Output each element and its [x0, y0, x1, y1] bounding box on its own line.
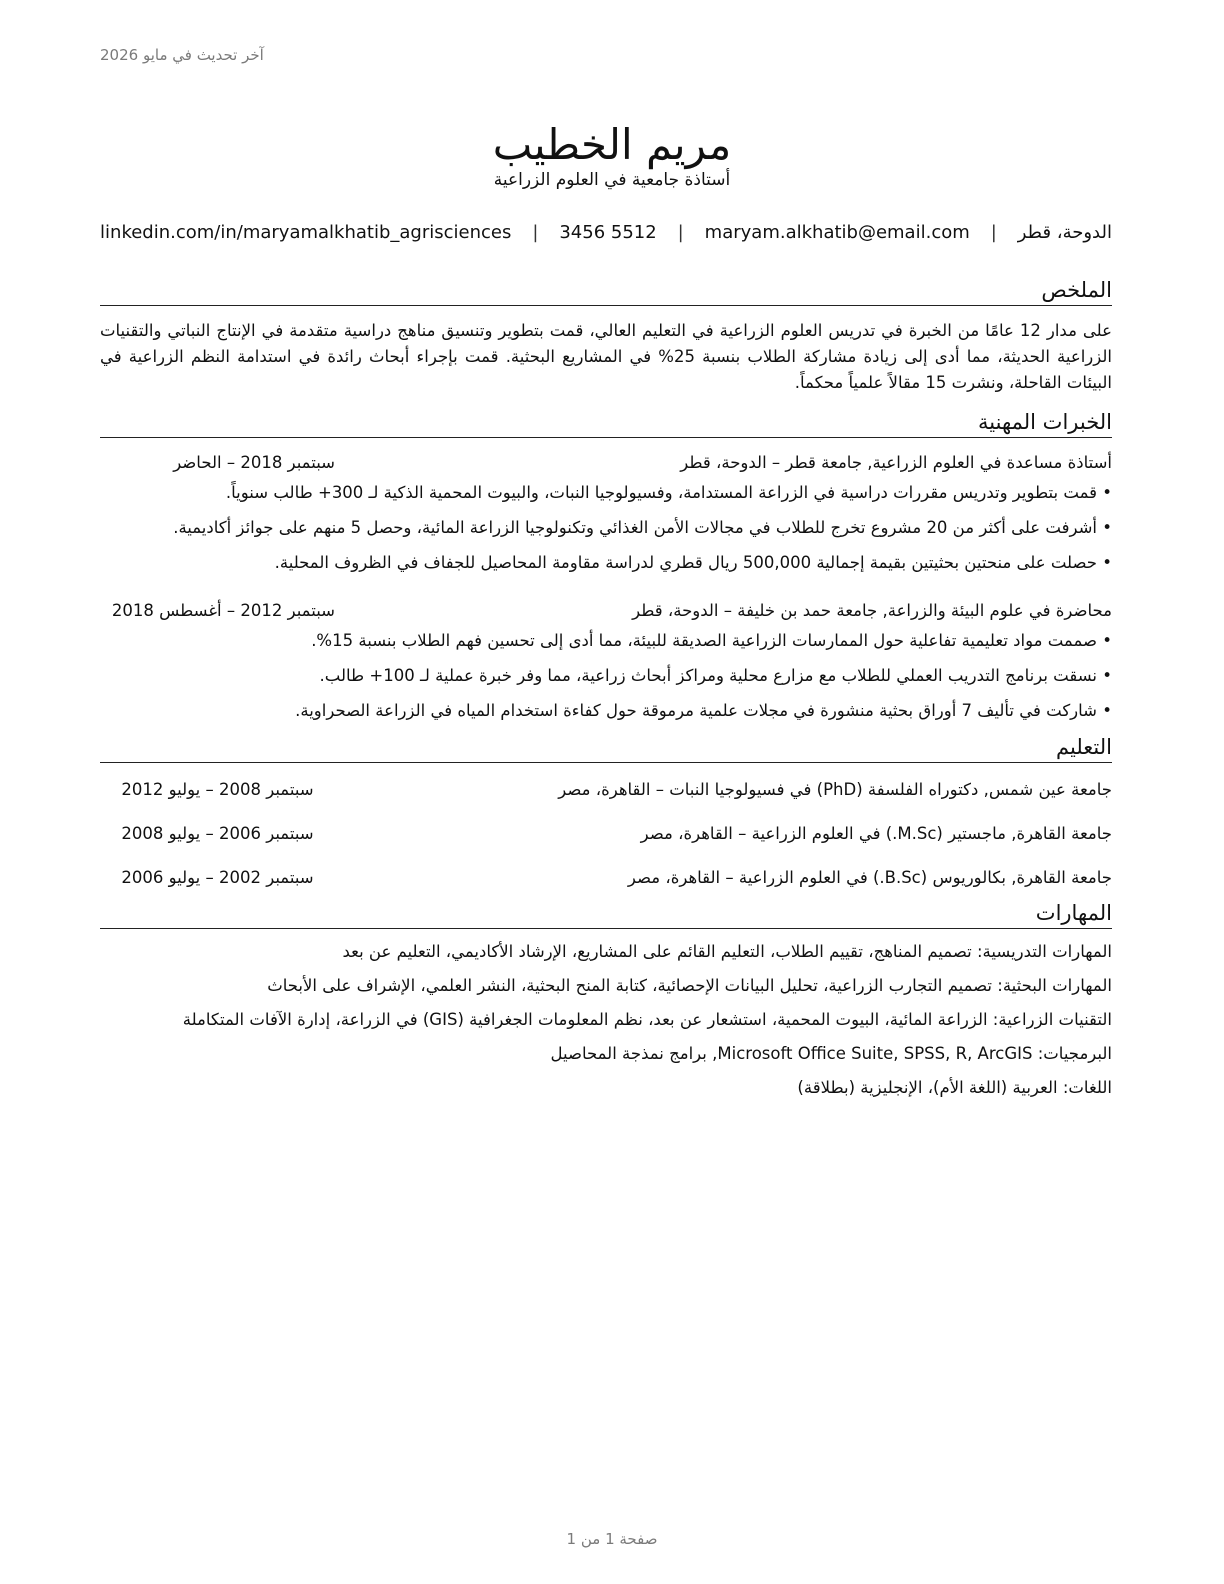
education-degree: جامعة عين شمس, دكتوراه الفلسفة (PhD) في فسيولوجيا النبات – القاهرة، مصر	[558, 780, 1112, 799]
education-degree: جامعة القاهرة, ماجستير (M.Sc.) في العلوم الزراعية – القاهرة، مصر	[640, 824, 1112, 843]
job-date: سبتمبر 2018 – الحاضر	[173, 453, 335, 472]
contact-email[interactable]: maryam.alkhatib@email.com	[704, 222, 970, 243]
job-entry	[100, 598, 1112, 724]
job-title: أستاذة جامعية في العلوم الزراعية	[493, 170, 731, 190]
contact-separator: |	[990, 222, 997, 243]
contact-bar	[100, 222, 1112, 243]
education-date: سبتمبر 2006 – يوليو 2008	[121, 824, 314, 843]
resume-content	[100, 276, 1112, 1109]
skills-line: التقنيات الزراعية: الزراعة المائية، البيوت المحمية، استشعار عن بعد، نظم المعلومات الجغرافية (GIS) في الزراعة، إدارة الآفات المتكاملة	[182, 1010, 1112, 1029]
summary-text: على مدار 12 عامًا من الخبرة في تدريس العلوم الزراعية في التعليم العالي، قمت بتطوير وتنسيق مناهج دراسية متقدمة في الإنتاج النباتي والتقنيات الزراعية الحديثة، مما أدى إلى زيادة مشاركة الطلاب بنسبة 25% في المشاريع البحثية. قمت بإجراء أبحاث رائدة في استدامة النظم الزراعية في البيئات القاحلة، ونشرت 15 مقالاً علمياً محكماً.	[100, 321, 1112, 392]
job-bullet: • حصلت على منحتين بحثيتين بقيمة إجمالية 500,000 ريال قطري لدراسة مقاومة المحاصيل للجفاف في الظروف المحلية.	[100, 550, 1112, 576]
skills-list	[100, 939, 1112, 1101]
skills-line: اللغات: العربية (اللغة الأم)، الإنجليزية (بطلاقة)	[797, 1078, 1112, 1097]
contact-location: الدوحة، قطر	[1017, 222, 1112, 243]
education-entry	[100, 821, 1112, 847]
skills-line: البرمجيات: Microsoft Office Suite, SPSS, R, ArcGIS, برامج نمذجة المحاصيل	[550, 1044, 1112, 1063]
section-title-skills: المهارات	[100, 899, 1112, 929]
job-bullet: • صممت مواد تعليمية تفاعلية حول الممارسات الزراعية الصديقة للبيئة، مما أدى إلى تحسين فهم الطلاب بنسبة 15%.	[100, 628, 1112, 654]
job-bullet: • أشرفت على أكثر من 20 مشروع تخرج للطلاب في مجالات الأمن الغذائي وتكنولوجيا الزراعة المائية، وحصل 5 منهم على جوائز أكاديمية.	[100, 515, 1112, 541]
education-entry	[100, 777, 1112, 803]
job-header	[100, 598, 1112, 624]
contact-linkedin[interactable]: linkedin.com/in/maryamalkhatib_agrisciences	[100, 222, 512, 243]
education-entry	[100, 865, 1112, 891]
job-entry	[100, 450, 1112, 576]
contact-phone: 3456 5512	[559, 222, 657, 243]
section-title-experience: الخبرات المهنية	[100, 408, 1112, 438]
education-date: سبتمبر 2002 – يوليو 2006	[121, 868, 314, 887]
skills-line: المهارات البحثية: تصميم التجارب الزراعية، تحليل البيانات الإحصائية، كتابة المنح البحثية، النشر العلمي، الإشراف على الأبحاث	[267, 976, 1112, 995]
section-title-education: التعليم	[100, 733, 1112, 763]
person-name: مريم الخطيب	[492, 120, 732, 170]
last-updated: آخر تحديث في مايو 2026	[100, 46, 264, 64]
job-bullets	[100, 480, 1112, 576]
education-date: سبتمبر 2008 – يوليو 2012	[121, 780, 314, 799]
job-bullet: • نسقت برنامج التدريب العملي للطلاب مع مزارع محلية ومراكز أبحاث زراعية، مما وفر خبرة عملية لـ 100+ طالب.	[100, 663, 1112, 689]
contact-separator: |	[677, 222, 684, 243]
job-date: سبتمبر 2012 – أغسطس 2018	[111, 601, 335, 620]
job-bullet: • قمت بتطوير وتدريس مقررات دراسية في الزراعة المستدامة، وفسيولوجيا النبات، والبيوت المحمية الذكية لـ 300+ طالب سنوياً.	[100, 480, 1112, 506]
job-bullet: • شاركت في تأليف 7 أوراق بحثية منشورة في مجلات علمية مرموقة حول كفاءة استخدام المياه في الزراعة الصحراوية.	[100, 698, 1112, 724]
job-bullets	[100, 628, 1112, 724]
page-number: صفحة 1 من 1	[566, 1530, 658, 1548]
section-title-summary: الملخص	[100, 276, 1112, 306]
job-header	[100, 450, 1112, 476]
skills-line: المهارات التدريسية: تصميم المناهج، تقييم الطلاب، التعليم القائم على المشاريع، الإرشاد الأكاديمي، التعليم عن بعد	[342, 942, 1112, 961]
job-role: أستاذة مساعدة في العلوم الزراعية, جامعة قطر – الدوحة، قطر	[680, 453, 1112, 472]
education-degree: جامعة القاهرة, بكالوريوس (B.Sc.) في العلوم الزراعية – القاهرة، مصر	[627, 868, 1112, 887]
job-role: محاضرة في علوم البيئة والزراعة, جامعة حمد بن خليفة – الدوحة، قطر	[632, 601, 1112, 620]
contact-separator: |	[532, 222, 539, 243]
